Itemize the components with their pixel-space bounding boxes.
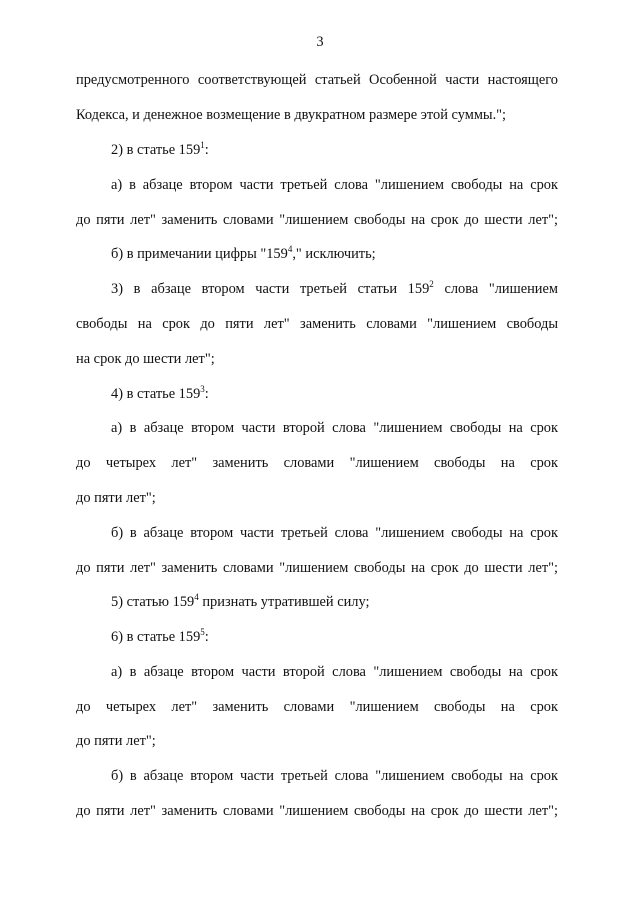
text-segment: 2) в статье 159 <box>111 142 201 158</box>
list-item-heading <box>111 140 558 160</box>
text-segment: признать утратившей силу; <box>198 594 370 610</box>
text-line: до четырех лет" заменить словами "лишением свободы на срок <box>76 455 558 471</box>
text-line: предусмотренного соответствующей статьей Особенной части настоящего <box>76 72 558 88</box>
superscript: 4 <box>194 592 199 602</box>
text-line: Кодекса, и денежное возмещение в двукратном размере этой суммы."; <box>76 107 507 123</box>
text-segment: 6) в статье 159 <box>111 629 201 645</box>
text-line: а) в абзаце втором части второй слова "лишением свободы на срок <box>111 664 558 680</box>
text-line: до пяти лет" заменить словами "лишением свободы на срок до шести лет"; <box>76 212 558 228</box>
text-segment: ," исключить; <box>292 246 376 262</box>
text-segment: : <box>204 629 209 645</box>
text-line: а) в абзаце втором части третьей слова "лишением свободы на срок <box>111 177 558 193</box>
text-segment: слова "лишением <box>433 281 558 297</box>
page-number: 3 <box>316 34 324 50</box>
text-segment: : <box>204 386 209 402</box>
text-line <box>111 279 558 299</box>
superscript: 4 <box>287 244 293 254</box>
text-line: б) в абзаце втором части третьей слова "лишением свободы на срок <box>111 768 558 784</box>
superscript: 5 <box>200 627 205 637</box>
list-item-heading <box>111 384 558 404</box>
text-line: до пяти лет"; <box>76 733 156 749</box>
text-line: свободы на срок до пяти лет" заменить словами "лишением свободы <box>76 316 558 332</box>
text-segment: 4) в статье 159 <box>111 386 201 402</box>
text-line: до пяти лет" заменить словами "лишением свободы на срок до шести лет"; <box>76 803 558 819</box>
text-line: до пяти лет"; <box>76 490 156 506</box>
text-segment: : <box>204 142 209 158</box>
superscript: 1 <box>200 140 205 150</box>
text-line: на срок до шести лет"; <box>76 351 215 367</box>
list-item-heading <box>111 627 558 647</box>
text-segment: 5) статью 159 <box>111 594 195 610</box>
superscript: 2 <box>429 279 434 289</box>
text-line: до пяти лет" заменить словами "лишением свободы на срок до шести лет"; <box>76 560 558 576</box>
text-line: до четырех лет" заменить словами "лишением свободы на срок <box>76 699 558 715</box>
text-segment: 3) в абзаце втором части третьей статьи 159 <box>111 281 430 297</box>
text-line: а) в абзаце втором части второй слова "лишением свободы на срок <box>111 420 558 436</box>
text-segment: б) в примечании цифры "159 <box>111 246 288 262</box>
text-line <box>111 244 558 264</box>
text-line <box>111 592 558 612</box>
superscript: 3 <box>200 384 205 394</box>
text-line: б) в абзаце втором части третьей слова "лишением свободы на срок <box>111 525 558 541</box>
